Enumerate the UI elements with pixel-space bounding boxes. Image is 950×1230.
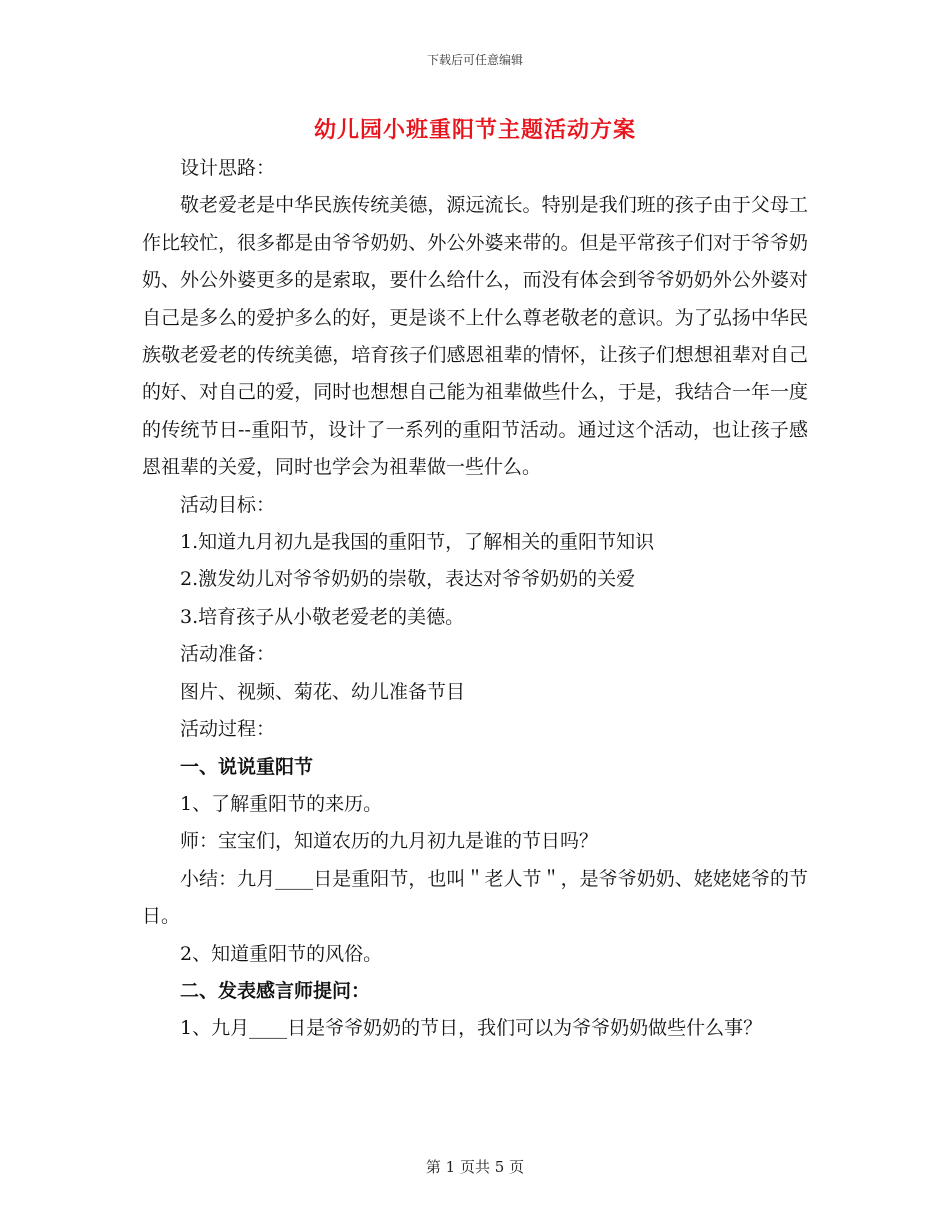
- section-heading-2: 二、发表感言师提问：: [180, 979, 371, 1002]
- document-title: 幼儿园小班重阳节主题活动方案: [313, 117, 636, 143]
- section-heading-1: 一、说说重阳节: [180, 755, 314, 778]
- page-header: 下载后可任意编辑: [426, 53, 523, 67]
- question-paragraph-1: 1、九月____日是爷爷奶奶的节日，我们可以为爷爷奶奶做些什么事？: [180, 1017, 763, 1040]
- prep-label: 活动准备：: [180, 643, 276, 666]
- goal-item-2: 2.激发幼儿对爷爷奶奶的崇敬，表达对爷爷奶奶的关爱: [180, 568, 636, 591]
- goals-label: 活动目标：: [180, 493, 276, 516]
- process-label: 活动过程：: [180, 718, 276, 741]
- design-paragraph: 敬老爱老是中华民族传统美德，源远流长。特别是我们班的孩子由于父母工作比较忙，很多都是由爷爷奶奶、外公外婆来带的。但是平常孩子们对于爷爷奶奶、外公外婆更多的是索取，要什么给什么，而没有体会到爷爷奶奶外公外婆对自己是多么的爱护多么的好，更是谈不上什么尊老敬老的意识。为了弘扬中华民族敬老爱老的传统美德，培育孩子们感恩祖辈的情怀，让孩子们想想祖辈对自己的好、对自己的爱，同时也想想自己能为祖辈做些什么，于是，我结合一年一度的传统节日--重阳节，设计了一系列的重阳节活动。通过这个活动，也让孩子感恩祖辈的关爱，同时也学会为祖辈做一些什么。: [142, 194, 808, 479]
- process-item-1: 1、了解重阳节的来历。: [180, 792, 383, 815]
- teacher-question: 师：宝宝们，知道农历的九月初九是谁的节日吗？: [180, 830, 599, 853]
- goal-item-1: 1.知道九月初九是我国的重阳节，了解相关的重阳节知识: [180, 531, 655, 554]
- prep-text: 图片、视频、菊花、幼儿准备节目: [180, 680, 466, 703]
- design-label: 设计思路：: [180, 157, 276, 179]
- page-footer: 第 1 页共 5 页: [425, 1158, 525, 1176]
- process-item-2: 2、知道重阳节的风俗。: [180, 942, 383, 965]
- summary-paragraph: 小结：九月____日是重阳节，也叫＂老人节＂，是爷爷奶奶、姥姥姥爷的节日。: [142, 867, 808, 928]
- goal-item-3: 3.培育孩子从小敬老爱老的美德。: [180, 605, 465, 628]
- document-body: [142, 150, 808, 1048]
